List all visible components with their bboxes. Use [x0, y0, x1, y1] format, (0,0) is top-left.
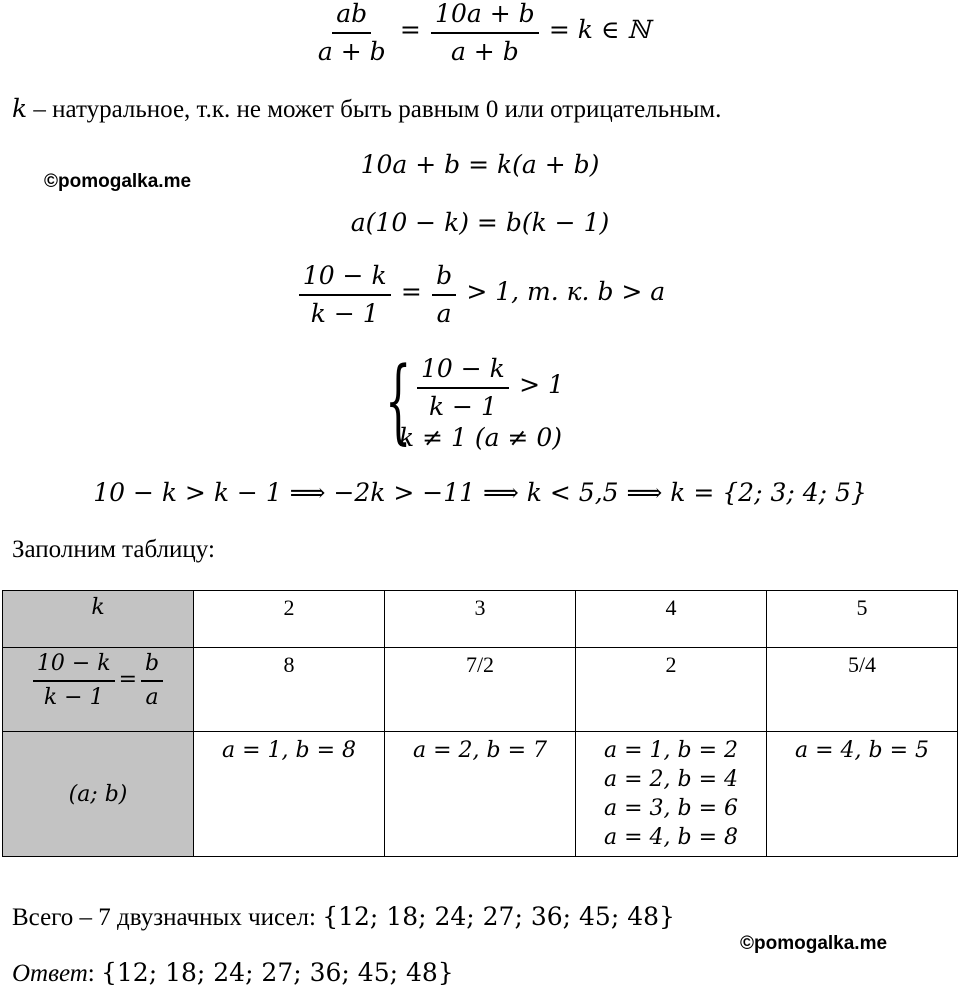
fraction-den: k − 1 [43, 685, 104, 711]
equation-ab-fraction [0, 0, 960, 65]
brace-icon: { [385, 347, 412, 454]
equation-1: 10a + b = k(a + b) [360, 150, 600, 179]
table-cell [385, 732, 576, 857]
fraction-num: b [432, 262, 456, 296]
equation-2: a(10 − k) = b(k − 1) [350, 208, 610, 237]
inequality-system [385, 347, 605, 455]
table-cell: 4 [576, 591, 767, 648]
fraction-den: a [145, 685, 159, 711]
fraction-num: 10 − k [33, 652, 115, 682]
pair-value: a = 2, b = 4 [603, 767, 739, 792]
fraction-10-k [299, 262, 391, 327]
inequality-tail: > 1 [519, 370, 564, 400]
overline-ab: $\overline{ab}$ [336, 0, 368, 28]
table-cell [194, 732, 385, 857]
fraction-den: a [436, 298, 452, 328]
pair-value: a = 3, b = 6 [603, 796, 739, 821]
fraction-den: a + b [317, 36, 386, 66]
table-header-pair: (a; b) [3, 732, 194, 857]
fraction-b-a [432, 262, 456, 327]
pair-value: a = 2, b = 7 [412, 738, 548, 763]
equation-4: 10 − k > k − 1 ⟹ −2k > −11 ⟹ k < 5,5 ⟹ k = {2; 3; 4; 5} [93, 478, 867, 507]
answer-colon: : [87, 960, 101, 987]
table-cell: 8 [194, 648, 385, 732]
fraction-num: 10a + b [431, 0, 539, 34]
table-row [3, 648, 958, 732]
pair-value: a = 4, b = 5 [794, 738, 930, 763]
fraction-b-a [141, 652, 163, 710]
table-cell [576, 732, 767, 857]
fraction-den: k − 1 [428, 391, 497, 421]
watermark-bottom: ©pomogalka.me [740, 933, 888, 954]
system-line-1 [413, 355, 564, 420]
table-row [3, 732, 958, 857]
equation-tail: > 1, т. к. b > a [466, 277, 666, 307]
total-set: {12; 18; 24; 27; 36; 45; 48} [322, 902, 675, 931]
fraction-num: 10 − k [299, 262, 391, 296]
equals-sign: = [400, 277, 422, 307]
table-cell [767, 732, 958, 857]
pair-value: a = 1, b = 8 [221, 738, 357, 763]
fraction-10-k [417, 355, 509, 420]
fraction-den: k − 1 [310, 298, 379, 328]
variable-k: k [12, 94, 28, 123]
total-text: Всего – 7 двузначных чисел: [12, 904, 323, 931]
values-table [2, 590, 958, 857]
table-cell: 2 [576, 648, 767, 732]
answer-line [12, 958, 454, 988]
fraction-num: b [141, 652, 163, 682]
fraction-num: 10 − k [417, 355, 509, 389]
system-line-2: k ≠ 1 (a ≠ 0) [399, 423, 563, 452]
pair-value: a = 1, b = 2 [603, 738, 739, 763]
watermark-top: ©pomogalka.me [44, 171, 192, 192]
equation-3 [0, 262, 960, 327]
natural-statement [12, 94, 721, 124]
table-cell: 5/4 [767, 648, 958, 732]
fraction-10-k [33, 652, 115, 710]
fraction-ab [314, 0, 390, 65]
table-cell: 5 [767, 591, 958, 648]
fraction-10a-b [431, 0, 539, 65]
answer-label: Ответ [12, 960, 88, 987]
fraction-den: a + b [450, 36, 519, 66]
total-line [12, 902, 675, 932]
table-cell: 3 [385, 591, 576, 648]
table-header-fraction [3, 648, 194, 732]
fill-table-text: Заполним таблицу: [12, 536, 215, 563]
statement-text: – натуральное, т.к. не может быть равным 0 или отрицательным. [27, 96, 722, 123]
table-cell: 7/2 [385, 648, 576, 732]
table-cell: 2 [194, 591, 385, 648]
table-header-k: k [3, 591, 194, 648]
equals-sign: = [399, 15, 421, 45]
table-row [3, 591, 958, 648]
pair-value: a = 4, b = 8 [603, 825, 739, 850]
equals-sign: = [118, 667, 138, 693]
answer-set: {12; 18; 24; 27; 36; 45; 48} [100, 958, 454, 987]
equation-tail: = k ∈ ℕ [548, 15, 651, 45]
